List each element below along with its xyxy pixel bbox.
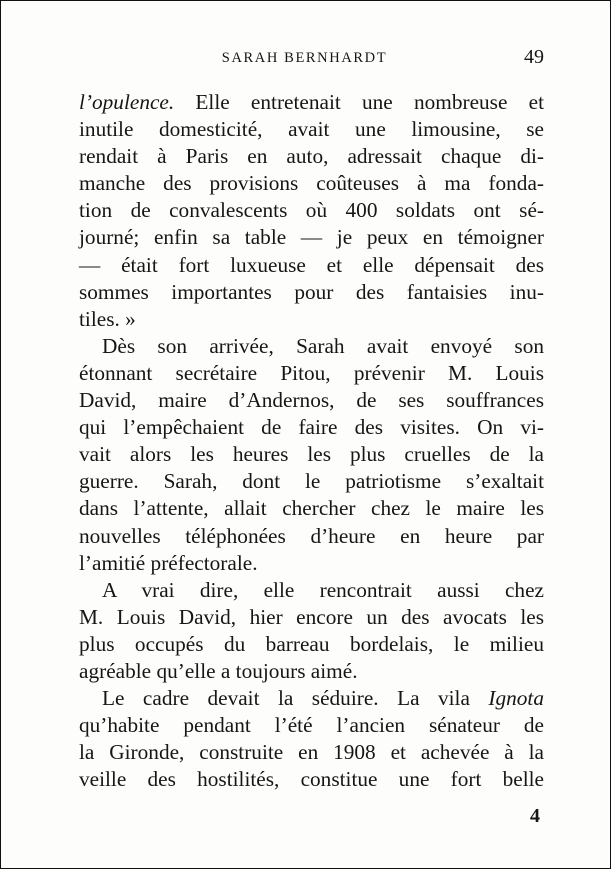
text-line: plus occupés du barreau bordelais, le milieu (79, 631, 544, 656)
text-line: David, maire d’Andernos, de ses souffrances (79, 388, 544, 413)
text-line (79, 685, 544, 712)
text-line: manche des provisions coûteuses à ma fonda- (79, 171, 544, 196)
text-line: dans l’attente, allait chercher chez le maire les (79, 496, 544, 521)
text-line: tion de convalescents où 400 soldats ont sé- (79, 198, 544, 223)
text-line: M. Louis David, hier encore un des avocats les (79, 604, 544, 629)
text-line: rendait à Paris en auto, adressait chaque di- (79, 144, 544, 169)
text-line: A vrai dire, elle rencontrait aussi chez (102, 577, 544, 602)
running-head (79, 46, 544, 72)
text-line: — était fort luxueuse et elle dépensait des (79, 252, 544, 277)
italic-word: Ignota (488, 686, 544, 711)
text-line: étonnant secrétaire Pitou, prévenir M. Louis (79, 360, 544, 385)
running-title: SARAH BERNHARDT (221, 50, 388, 66)
page-number: 49 (524, 46, 544, 68)
text-line: sommes importantes pour des fantaisies inu- (79, 279, 544, 304)
text-line: vait alors les heures les plus cruelles de la (79, 442, 544, 467)
text-line: agréable qu’elle a toujours aimé. (79, 658, 358, 683)
text-line: l’amitié préfectorale. (79, 550, 258, 575)
text-line: veille des hostilités, constitue une fort belle (79, 767, 544, 792)
text-line: inutile domesticité, avait une limousine, se (79, 117, 544, 142)
text-line: journé; enfin sa table — je peux en témoigner (79, 225, 544, 250)
text-line: qu’habite pendant l’été l’ancien sénateur de (79, 713, 544, 738)
line-text: Elle entretenait une nombreuse et (174, 90, 544, 114)
body-text (79, 89, 544, 793)
line-text: Le cadre devait la séduire. La vila (102, 686, 489, 711)
text-line: guerre. Sarah, dont le patriotisme s’exaltait (79, 469, 544, 494)
text-line: qui l’empêchaient de faire des visites. On vi- (79, 415, 544, 440)
text-line: nouvelles téléphonées d’heure en heure par (79, 523, 544, 548)
text-line: tiles. » (79, 306, 136, 331)
text-line (79, 89, 544, 116)
italic-word: l’opulence. (79, 90, 175, 114)
text-line: Dès son arrivée, Sarah avait envoyé son (102, 333, 544, 358)
text-line: la Gironde, construite en 1908 et achevée à la (79, 740, 544, 765)
signature-mark: 4 (530, 805, 540, 827)
